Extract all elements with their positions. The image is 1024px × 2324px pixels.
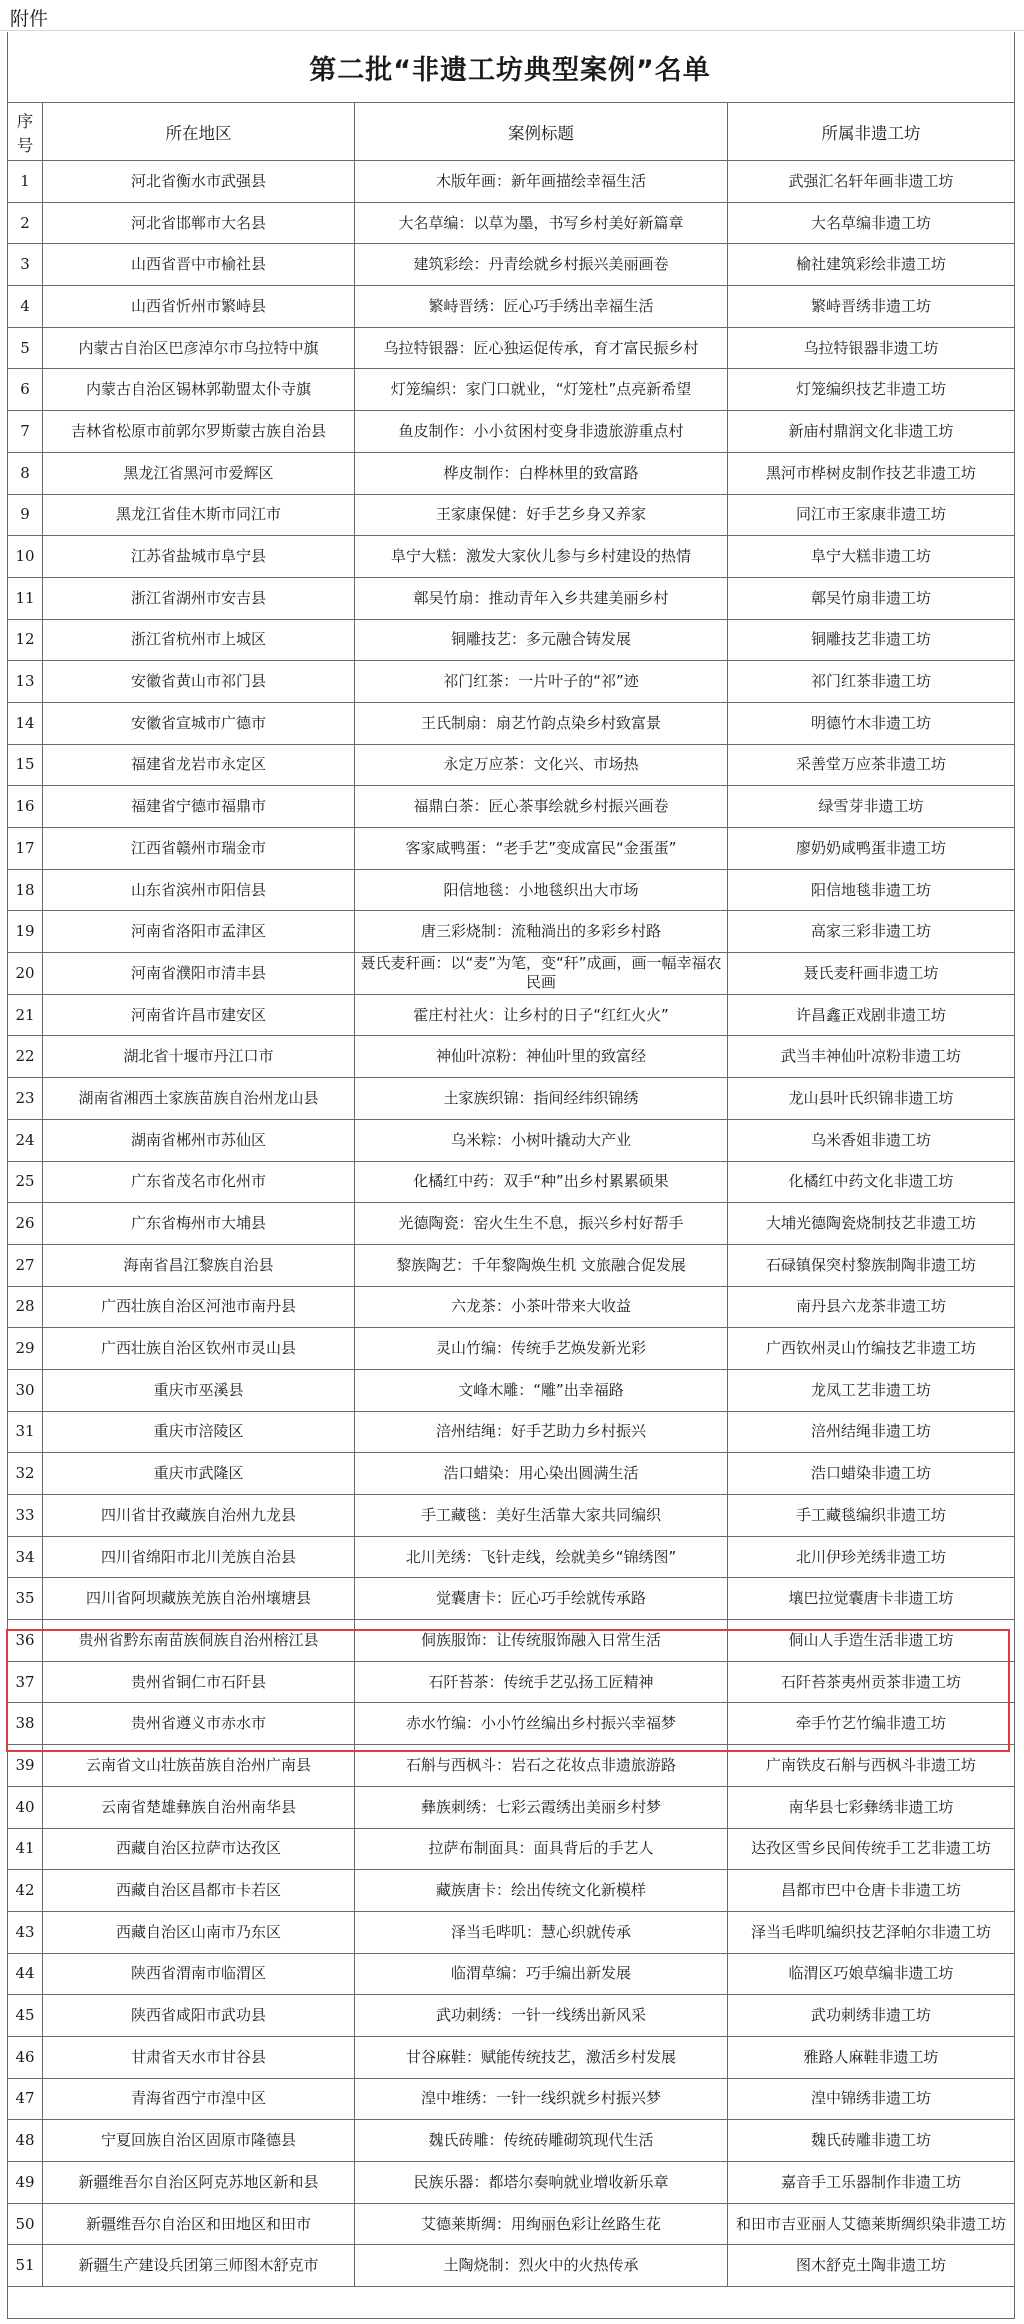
row-number: 40 (8, 1786, 43, 1828)
row-number: 47 (8, 2078, 43, 2120)
row-workshop: 榆社建筑彩绘非遗工坊 (728, 244, 1015, 286)
row-workshop: 广西钦州灵山竹编技艺非遗工坊 (728, 1328, 1015, 1370)
row-number: 21 (8, 994, 43, 1036)
row-number: 34 (8, 1536, 43, 1578)
row-workshop: 牵手竹艺竹编非遗工坊 (728, 1703, 1015, 1745)
row-workshop: 龙山县叶氏织锦非遗工坊 (728, 1078, 1015, 1120)
row-number: 43 (8, 1911, 43, 1953)
table-row (8, 1953, 1015, 1995)
row-number: 11 (8, 577, 43, 619)
row-region: 吉林省松原市前郭尔罗斯蒙古族自治县 (43, 411, 355, 453)
row-number: 35 (8, 1578, 43, 1620)
row-case-title: 彝族刺绣：七彩云霞绣出美丽乡村梦 (355, 1786, 728, 1828)
row-number: 48 (8, 2120, 43, 2162)
table-row (8, 1328, 1015, 1370)
row-region: 云南省文山壮族苗族自治州广南县 (43, 1745, 355, 1787)
row-case-title: 临渭草编：巧手编出新发展 (355, 1953, 728, 1995)
document-title: 第二批“非遗工坊典型案例”名单 (309, 54, 711, 86)
row-case-title: 乌拉特银器：匠心独运促传承，育才富民振乡村 (355, 327, 728, 369)
row-number: 19 (8, 911, 43, 953)
row-region: 黑龙江省黑河市爱辉区 (43, 452, 355, 494)
table-row (8, 2245, 1015, 2287)
header-region: 所在地区 (43, 103, 355, 161)
row-case-title: 阜宁大糕：激发大家伙儿参与乡村建设的热情 (355, 536, 728, 578)
row-region: 广西壮族自治区钦州市灵山县 (43, 1328, 355, 1370)
row-case-title: 鄣吴竹扇：推动青年入乡共建美丽乡村 (355, 577, 728, 619)
row-region: 贵州省黔东南苗族侗族自治州榕江县 (43, 1620, 355, 1662)
row-number: 16 (8, 786, 43, 828)
table-row (8, 411, 1015, 453)
case-list-table (7, 102, 1015, 2287)
row-region: 内蒙古自治区巴彦淖尔市乌拉特中旗 (43, 327, 355, 369)
row-case-title: 繁峙晋绣：匠心巧手绣出幸福生活 (355, 286, 728, 328)
top-divider (0, 30, 1024, 31)
row-number: 22 (8, 1036, 43, 1078)
row-region: 四川省绵阳市北川羌族自治县 (43, 1536, 355, 1578)
row-workshop: 聂氏麦秆画非遗工坊 (728, 953, 1015, 995)
row-workshop: 鄣吴竹扇非遗工坊 (728, 577, 1015, 619)
table-row (8, 1453, 1015, 1495)
row-number: 45 (8, 1995, 43, 2037)
row-region: 广东省茂名市化州市 (43, 1161, 355, 1203)
row-region: 西藏自治区拉萨市达孜区 (43, 1828, 355, 1870)
row-region: 江苏省盐城市阜宁县 (43, 536, 355, 578)
row-case-title: 灵山竹编：传统手艺焕发新光彩 (355, 1328, 728, 1370)
row-region: 四川省阿坝藏族羌族自治州壤塘县 (43, 1578, 355, 1620)
table-row (8, 1745, 1015, 1787)
row-case-title: 唐三彩烧制：流釉淌出的多彩乡村路 (355, 911, 728, 953)
row-workshop: 同江市王家康非遗工坊 (728, 494, 1015, 536)
table-row (8, 1870, 1015, 1912)
row-region: 河南省许昌市建安区 (43, 994, 355, 1036)
table-header-row (8, 103, 1015, 161)
row-number: 32 (8, 1453, 43, 1495)
row-region: 新疆生产建设兵团第三师图木舒克市 (43, 2245, 355, 2287)
table-row (8, 1620, 1015, 1662)
row-case-title: 湟中堆绣：一针一线织就乡村振兴梦 (355, 2078, 728, 2120)
row-number: 37 (8, 1661, 43, 1703)
table-row (8, 702, 1015, 744)
row-region: 河北省邯郸市大名县 (43, 202, 355, 244)
row-number: 36 (8, 1620, 43, 1662)
table-row (8, 619, 1015, 661)
row-region: 山东省滨州市阳信县 (43, 869, 355, 911)
table-row (8, 1161, 1015, 1203)
row-workshop: 湟中锦绣非遗工坊 (728, 2078, 1015, 2120)
table-row (8, 2162, 1015, 2204)
table-row (8, 1703, 1015, 1745)
row-number: 8 (8, 452, 43, 494)
row-number: 23 (8, 1078, 43, 1120)
row-case-title: 王氏制扇：扇艺竹韵点染乡村致富景 (355, 702, 728, 744)
row-case-title: 魏氏砖雕：传统砖雕砌筑现代生活 (355, 2120, 728, 2162)
row-workshop: 武当丰神仙叶凉粉非遗工坊 (728, 1036, 1015, 1078)
table-row (8, 869, 1015, 911)
row-region: 四川省甘孜藏族自治州九龙县 (43, 1495, 355, 1537)
row-case-title: 建筑彩绘：丹青绘就乡村振兴美丽画卷 (355, 244, 728, 286)
table-row (8, 1828, 1015, 1870)
table-row (8, 1244, 1015, 1286)
table-row (8, 661, 1015, 703)
table-row (8, 953, 1015, 995)
row-case-title: 手工藏毯：美好生活靠大家共同编织 (355, 1495, 728, 1537)
table-row (8, 577, 1015, 619)
table-row (8, 1203, 1015, 1245)
row-case-title: 黎族陶艺：千年黎陶焕生机 文旅融合促发展 (355, 1244, 728, 1286)
table-row (8, 1578, 1015, 1620)
row-case-title: 永定万应茶：文化兴、市场热 (355, 744, 728, 786)
row-case-title: 铜雕技艺：多元融合铸发展 (355, 619, 728, 661)
row-region: 安徽省黄山市祁门县 (43, 661, 355, 703)
row-region: 黑龙江省佳木斯市同江市 (43, 494, 355, 536)
row-region: 甘肃省天水市甘谷县 (43, 2036, 355, 2078)
row-number: 29 (8, 1328, 43, 1370)
row-region: 海南省昌江黎族自治县 (43, 1244, 355, 1286)
table-row (8, 1119, 1015, 1161)
row-number: 42 (8, 1870, 43, 1912)
row-workshop: 高家三彩非遗工坊 (728, 911, 1015, 953)
row-workshop: 许昌鑫正戏剧非遗工坊 (728, 994, 1015, 1036)
row-workshop: 雅路人麻鞋非遗工坊 (728, 2036, 1015, 2078)
row-case-title: 祁门红茶：一片叶子的“祁”迹 (355, 661, 728, 703)
table-row (8, 452, 1015, 494)
row-region: 青海省西宁市湟中区 (43, 2078, 355, 2120)
row-number: 24 (8, 1119, 43, 1161)
row-workshop: 临渭区巧娘草编非遗工坊 (728, 1953, 1015, 1995)
row-case-title: 土陶烧制：烈火中的火热传承 (355, 2245, 728, 2287)
row-region: 宁夏回族自治区固原市隆德县 (43, 2120, 355, 2162)
row-number: 15 (8, 744, 43, 786)
row-case-title: 北川羌绣：飞针走线，绘就美乡“锦绣图” (355, 1536, 728, 1578)
row-number: 4 (8, 286, 43, 328)
row-case-title: 石斛与西枫斗：岩石之花妆点非遗旅游路 (355, 1745, 728, 1787)
row-region: 浙江省杭州市上城区 (43, 619, 355, 661)
row-number: 7 (8, 411, 43, 453)
appendix-label: 附件 (10, 8, 49, 30)
row-case-title: 木版年画：新年画描绘幸福生活 (355, 161, 728, 203)
row-case-title: 民族乐器：都塔尔奏响就业增收新乐章 (355, 2162, 728, 2204)
row-case-title: 王家康保健：好手艺乡身又养家 (355, 494, 728, 536)
row-workshop: 大埔光德陶瓷烧制技艺非遗工坊 (728, 1203, 1015, 1245)
table-row (8, 1286, 1015, 1328)
row-workshop: 南丹县六龙茶非遗工坊 (728, 1286, 1015, 1328)
row-workshop: 涪州结绳非遗工坊 (728, 1411, 1015, 1453)
row-region: 浙江省湖州市安吉县 (43, 577, 355, 619)
row-region: 重庆市武隆区 (43, 1453, 355, 1495)
row-case-title: 文峰木雕：“雕”出幸福路 (355, 1369, 728, 1411)
row-case-title: 六龙茶：小茶叶带来大收益 (355, 1286, 728, 1328)
row-workshop: 新庙村鼎润文化非遗工坊 (728, 411, 1015, 453)
row-region: 广西壮族自治区河池市南丹县 (43, 1286, 355, 1328)
row-region: 贵州省铜仁市石阡县 (43, 1661, 355, 1703)
row-region: 广东省梅州市大埔县 (43, 1203, 355, 1245)
row-number: 27 (8, 1244, 43, 1286)
row-number: 1 (8, 161, 43, 203)
row-case-title: 光德陶瓷：窑火生生不息，振兴乡村好帮手 (355, 1203, 728, 1245)
row-workshop: 祁门红茶非遗工坊 (728, 661, 1015, 703)
row-region: 西藏自治区昌都市卡若区 (43, 1870, 355, 1912)
table-row (8, 2120, 1015, 2162)
row-case-title: 涪州结绳：好手艺助力乡村振兴 (355, 1411, 728, 1453)
row-number: 41 (8, 1828, 43, 1870)
row-region: 重庆市涪陵区 (43, 1411, 355, 1453)
row-number: 26 (8, 1203, 43, 1245)
table-row (8, 244, 1015, 286)
row-workshop: 广南铁皮石斛与西枫斗非遗工坊 (728, 1745, 1015, 1787)
row-case-title: 拉萨布制面具：面具背后的手艺人 (355, 1828, 728, 1870)
row-region: 新疆维吾尔自治区和田地区和田市 (43, 2203, 355, 2245)
row-workshop: 绿雪芽非遗工坊 (728, 786, 1015, 828)
row-region: 内蒙古自治区锡林郭勒盟太仆寺旗 (43, 369, 355, 411)
row-number: 28 (8, 1286, 43, 1328)
row-region: 福建省龙岩市永定区 (43, 744, 355, 786)
row-case-title: 乌米粽：小树叶撬动大产业 (355, 1119, 728, 1161)
row-region: 新疆维吾尔自治区阿克苏地区新和县 (43, 2162, 355, 2204)
row-number: 31 (8, 1411, 43, 1453)
row-case-title: 阳信地毯：小地毯织出大市场 (355, 869, 728, 911)
row-number: 25 (8, 1161, 43, 1203)
row-region: 安徽省宣城市广德市 (43, 702, 355, 744)
row-number: 49 (8, 2162, 43, 2204)
row-region: 河南省濮阳市清丰县 (43, 953, 355, 995)
row-case-title: 侗族服饰：让传统服饰融入日常生活 (355, 1620, 728, 1662)
table-row (8, 1078, 1015, 1120)
row-region: 福建省宁德市福鼎市 (43, 786, 355, 828)
table-row (8, 2078, 1015, 2120)
row-number: 38 (8, 1703, 43, 1745)
row-case-title: 神仙叶凉粉：神仙叶里的致富经 (355, 1036, 728, 1078)
row-region: 陕西省渭南市临渭区 (43, 1953, 355, 1995)
row-workshop: 大名草编非遗工坊 (728, 202, 1015, 244)
table-row (8, 1536, 1015, 1578)
row-case-title: 浩口蜡染：用心染出圆满生活 (355, 1453, 728, 1495)
row-workshop: 北川伊珍羌绣非遗工坊 (728, 1536, 1015, 1578)
row-case-title: 霍庄村社火：让乡村的日子“红红火火” (355, 994, 728, 1036)
table-row (8, 786, 1015, 828)
row-workshop: 图木舒克土陶非遗工坊 (728, 2245, 1015, 2287)
row-number: 33 (8, 1495, 43, 1537)
row-case-title: 藏族唐卡：绘出传统文化新模样 (355, 1870, 728, 1912)
row-workshop: 石碌镇保突村黎族制陶非遗工坊 (728, 1244, 1015, 1286)
row-number: 20 (8, 953, 43, 995)
row-case-title: 石阡苔茶：传统手艺弘扬工匠精神 (355, 1661, 728, 1703)
table-row (8, 1661, 1015, 1703)
row-workshop: 阜宁大糕非遗工坊 (728, 536, 1015, 578)
row-workshop: 手工藏毯编织非遗工坊 (728, 1495, 1015, 1537)
row-workshop: 乌拉特银器非遗工坊 (728, 327, 1015, 369)
header-case-title: 案例标题 (355, 103, 728, 161)
row-region: 河南省洛阳市孟津区 (43, 911, 355, 953)
row-workshop: 南华县七彩彝绣非遗工坊 (728, 1786, 1015, 1828)
row-case-title: 灯笼编织：家门口就业，“灯笼杜”点亮新希望 (355, 369, 728, 411)
table-row (8, 744, 1015, 786)
row-region: 江西省赣州市瑞金市 (43, 828, 355, 870)
row-workshop: 昌都市巴中仓唐卡非遗工坊 (728, 1870, 1015, 1912)
row-number: 3 (8, 244, 43, 286)
row-case-title: 泽当毛哔叽：慧心织就传承 (355, 1911, 728, 1953)
row-workshop: 嘉音手工乐器制作非遗工坊 (728, 2162, 1015, 2204)
row-case-title: 土家族织锦：指间经纬织锦绣 (355, 1078, 728, 1120)
row-workshop: 采善堂万应茶非遗工坊 (728, 744, 1015, 786)
row-case-title: 甘谷麻鞋：赋能传统技艺，激活乡村发展 (355, 2036, 728, 2078)
row-region: 山西省忻州市繁峙县 (43, 286, 355, 328)
row-case-title: 福鼎白茶：匠心茶事绘就乡村振兴画卷 (355, 786, 728, 828)
row-region: 贵州省遵义市赤水市 (43, 1703, 355, 1745)
row-case-title: 赤水竹编：小小竹丝编出乡村振兴幸福梦 (355, 1703, 728, 1745)
row-workshop: 灯笼编织技艺非遗工坊 (728, 369, 1015, 411)
row-workshop: 黑河市桦树皮制作技艺非遗工坊 (728, 452, 1015, 494)
header-workshop: 所属非遗工坊 (728, 103, 1015, 161)
table-row (8, 369, 1015, 411)
row-case-title: 聂氏麦秆画：以“麦”为笔，变“秆”成画，画一幅幸福农民画 (355, 953, 728, 995)
table-row (8, 1495, 1015, 1537)
row-region: 河北省衡水市武强县 (43, 161, 355, 203)
table-row (8, 828, 1015, 870)
table-row (8, 494, 1015, 536)
row-region: 西藏自治区山南市乃东区 (43, 1911, 355, 1953)
row-workshop: 龙凤工艺非遗工坊 (728, 1369, 1015, 1411)
row-number: 2 (8, 202, 43, 244)
row-workshop: 乌米香姐非遗工坊 (728, 1119, 1015, 1161)
row-number: 51 (8, 2245, 43, 2287)
row-workshop: 和田市吉亚丽人艾德莱斯绸织染非遗工坊 (728, 2203, 1015, 2245)
row-number: 9 (8, 494, 43, 536)
row-workshop: 浩口蜡染非遗工坊 (728, 1453, 1015, 1495)
row-case-title: 客家咸鸭蛋：“老手艺”变成富民“金蛋蛋” (355, 828, 728, 870)
row-workshop: 泽当毛哔叽编织技艺泽帕尔非遗工坊 (728, 1911, 1015, 1953)
row-workshop: 繁峙晋绣非遗工坊 (728, 286, 1015, 328)
row-region: 湖南省郴州市苏仙区 (43, 1119, 355, 1161)
row-number: 50 (8, 2203, 43, 2245)
row-workshop: 武功刺绣非遗工坊 (728, 1995, 1015, 2037)
row-number: 13 (8, 661, 43, 703)
row-number: 14 (8, 702, 43, 744)
row-region: 山西省晋中市榆社县 (43, 244, 355, 286)
table-row (8, 286, 1015, 328)
row-region: 云南省楚雄彝族自治州南华县 (43, 1786, 355, 1828)
row-workshop: 壤巴拉觉囊唐卡非遗工坊 (728, 1578, 1015, 1620)
row-case-title: 鱼皮制作：小小贫困村变身非遗旅游重点村 (355, 411, 728, 453)
row-workshop: 明德竹木非遗工坊 (728, 702, 1015, 744)
row-case-title: 桦皮制作：白桦林里的致富路 (355, 452, 728, 494)
table-row (8, 1911, 1015, 1953)
row-number: 18 (8, 869, 43, 911)
row-number: 10 (8, 536, 43, 578)
table-body (8, 161, 1015, 2287)
row-workshop: 阳信地毯非遗工坊 (728, 869, 1015, 911)
row-region: 陕西省咸阳市武功县 (43, 1995, 355, 2037)
row-workshop: 铜雕技艺非遗工坊 (728, 619, 1015, 661)
table-row (8, 911, 1015, 953)
row-number: 17 (8, 828, 43, 870)
row-workshop: 达孜区雪乡民间传统手工艺非遗工坊 (728, 1828, 1015, 1870)
table-row (8, 2203, 1015, 2245)
table-row (8, 1036, 1015, 1078)
row-case-title: 艾德莱斯绸：用绚丽色彩让丝路生花 (355, 2203, 728, 2245)
row-workshop: 化橘红中药文化非遗工坊 (728, 1161, 1015, 1203)
row-region: 重庆市巫溪县 (43, 1369, 355, 1411)
table-row (8, 1369, 1015, 1411)
row-case-title: 觉囊唐卡：匠心巧手绘就传承路 (355, 1578, 728, 1620)
header-no: 序号 (8, 103, 43, 161)
row-number: 46 (8, 2036, 43, 2078)
table-row (8, 1995, 1015, 2037)
row-number: 39 (8, 1745, 43, 1787)
row-region: 湖北省十堰市丹江口市 (43, 1036, 355, 1078)
table-row (8, 2036, 1015, 2078)
table-row (8, 536, 1015, 578)
row-workshop: 侗山人手造生活非遗工坊 (728, 1620, 1015, 1662)
row-number: 12 (8, 619, 43, 661)
row-number: 6 (8, 369, 43, 411)
row-case-title: 化橘红中药：双手“种”出乡村累累硕果 (355, 1161, 728, 1203)
table-row (8, 1786, 1015, 1828)
row-number: 5 (8, 327, 43, 369)
table-row (8, 161, 1015, 203)
row-case-title: 大名草编：以草为墨，书写乡村美好新篇章 (355, 202, 728, 244)
table-row (8, 994, 1015, 1036)
row-workshop: 廖奶奶咸鸭蛋非遗工坊 (728, 828, 1015, 870)
row-case-title: 武功刺绣：一针一线绣出新风采 (355, 1995, 728, 2037)
table-row (8, 1411, 1015, 1453)
table-row (8, 327, 1015, 369)
row-region: 湖南省湘西土家族苗族自治州龙山县 (43, 1078, 355, 1120)
row-workshop: 魏氏砖雕非遗工坊 (728, 2120, 1015, 2162)
row-workshop: 武强汇名轩年画非遗工坊 (728, 161, 1015, 203)
row-number: 44 (8, 1953, 43, 1995)
row-workshop: 石阡苔茶夷州贡茶非遗工坊 (728, 1661, 1015, 1703)
table-row (8, 202, 1015, 244)
row-number: 30 (8, 1369, 43, 1411)
